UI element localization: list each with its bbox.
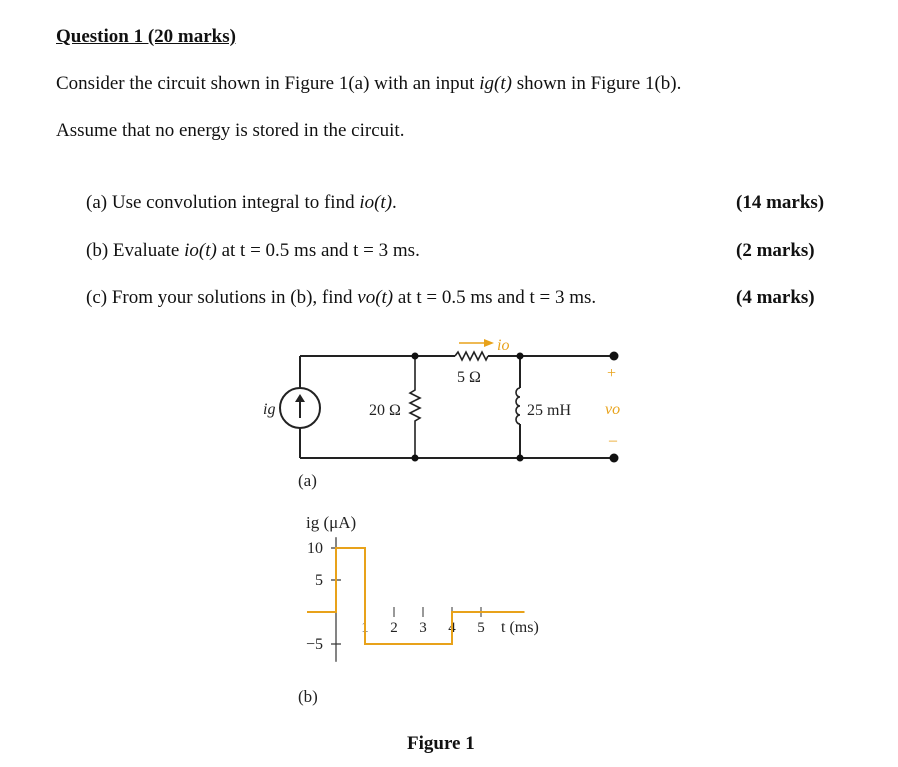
series-line — [307, 548, 525, 644]
part-c: (c) From your solutions in (b), find vo(t) at t = 0.5 ms and t = 3 ms. — [86, 287, 597, 308]
node-dot — [412, 353, 419, 360]
inductor-label: 25 mH — [527, 402, 571, 419]
terminal-dot — [610, 454, 619, 463]
plus-sign: + — [607, 365, 617, 382]
assumption-text: Assume that no energy is stored in the circuit. — [56, 120, 405, 141]
terminal-dot — [610, 352, 619, 361]
y-tick-label: 10 — [307, 540, 323, 557]
y-tick-label: 5 — [315, 572, 323, 589]
y-tick-label: −5 — [305, 636, 323, 653]
vo-label: vo — [605, 401, 621, 418]
r2-label: 5 Ω — [457, 369, 481, 386]
subfig-a-label: (a) — [298, 471, 317, 490]
source-arrow-head — [295, 394, 305, 402]
part-a-marks: (14 marks) — [736, 192, 825, 213]
io-label: io — [497, 337, 510, 354]
figure-caption: Figure 1 — [407, 733, 475, 754]
node-dot — [517, 353, 524, 360]
minus-sign: – — [609, 432, 617, 449]
resistor-20ohm — [410, 356, 420, 458]
part-a: (a) Use convolution integral to find io(t). — [86, 192, 397, 213]
x-tick-label: 1 — [361, 620, 369, 636]
y-axis-label: ig (μA) — [306, 513, 357, 532]
part-b-marks: (2 marks) — [736, 240, 815, 261]
waveform-chart — [0, 500, 898, 720]
subfig-b-label: (b) — [298, 687, 318, 706]
resistor-5ohm — [455, 352, 488, 360]
source-label: ig — [263, 401, 276, 418]
x-tick-label: 3 — [419, 620, 427, 636]
part-b: (b) Evaluate io(t) at t = 0.5 ms and t = 3 ms. — [86, 240, 420, 261]
intro-text: Consider the circuit shown in Figure 1(a) with an input ig(t) shown in Figure 1(b). — [56, 73, 682, 94]
x-tick-label: 4 — [448, 620, 456, 636]
r1-label: 20 Ω — [369, 402, 401, 419]
inductor-25mH — [516, 388, 520, 424]
part-c-marks: (4 marks) — [736, 287, 815, 308]
question-title: Question 1 (20 marks) — [56, 26, 236, 47]
x-tick-label: 5 — [477, 620, 485, 636]
io-arrow-head — [484, 339, 494, 347]
x-axis-label: t (ms) — [501, 619, 539, 636]
x-tick-label: 2 — [390, 620, 398, 636]
node-dot — [517, 455, 524, 462]
node-dot — [412, 455, 419, 462]
